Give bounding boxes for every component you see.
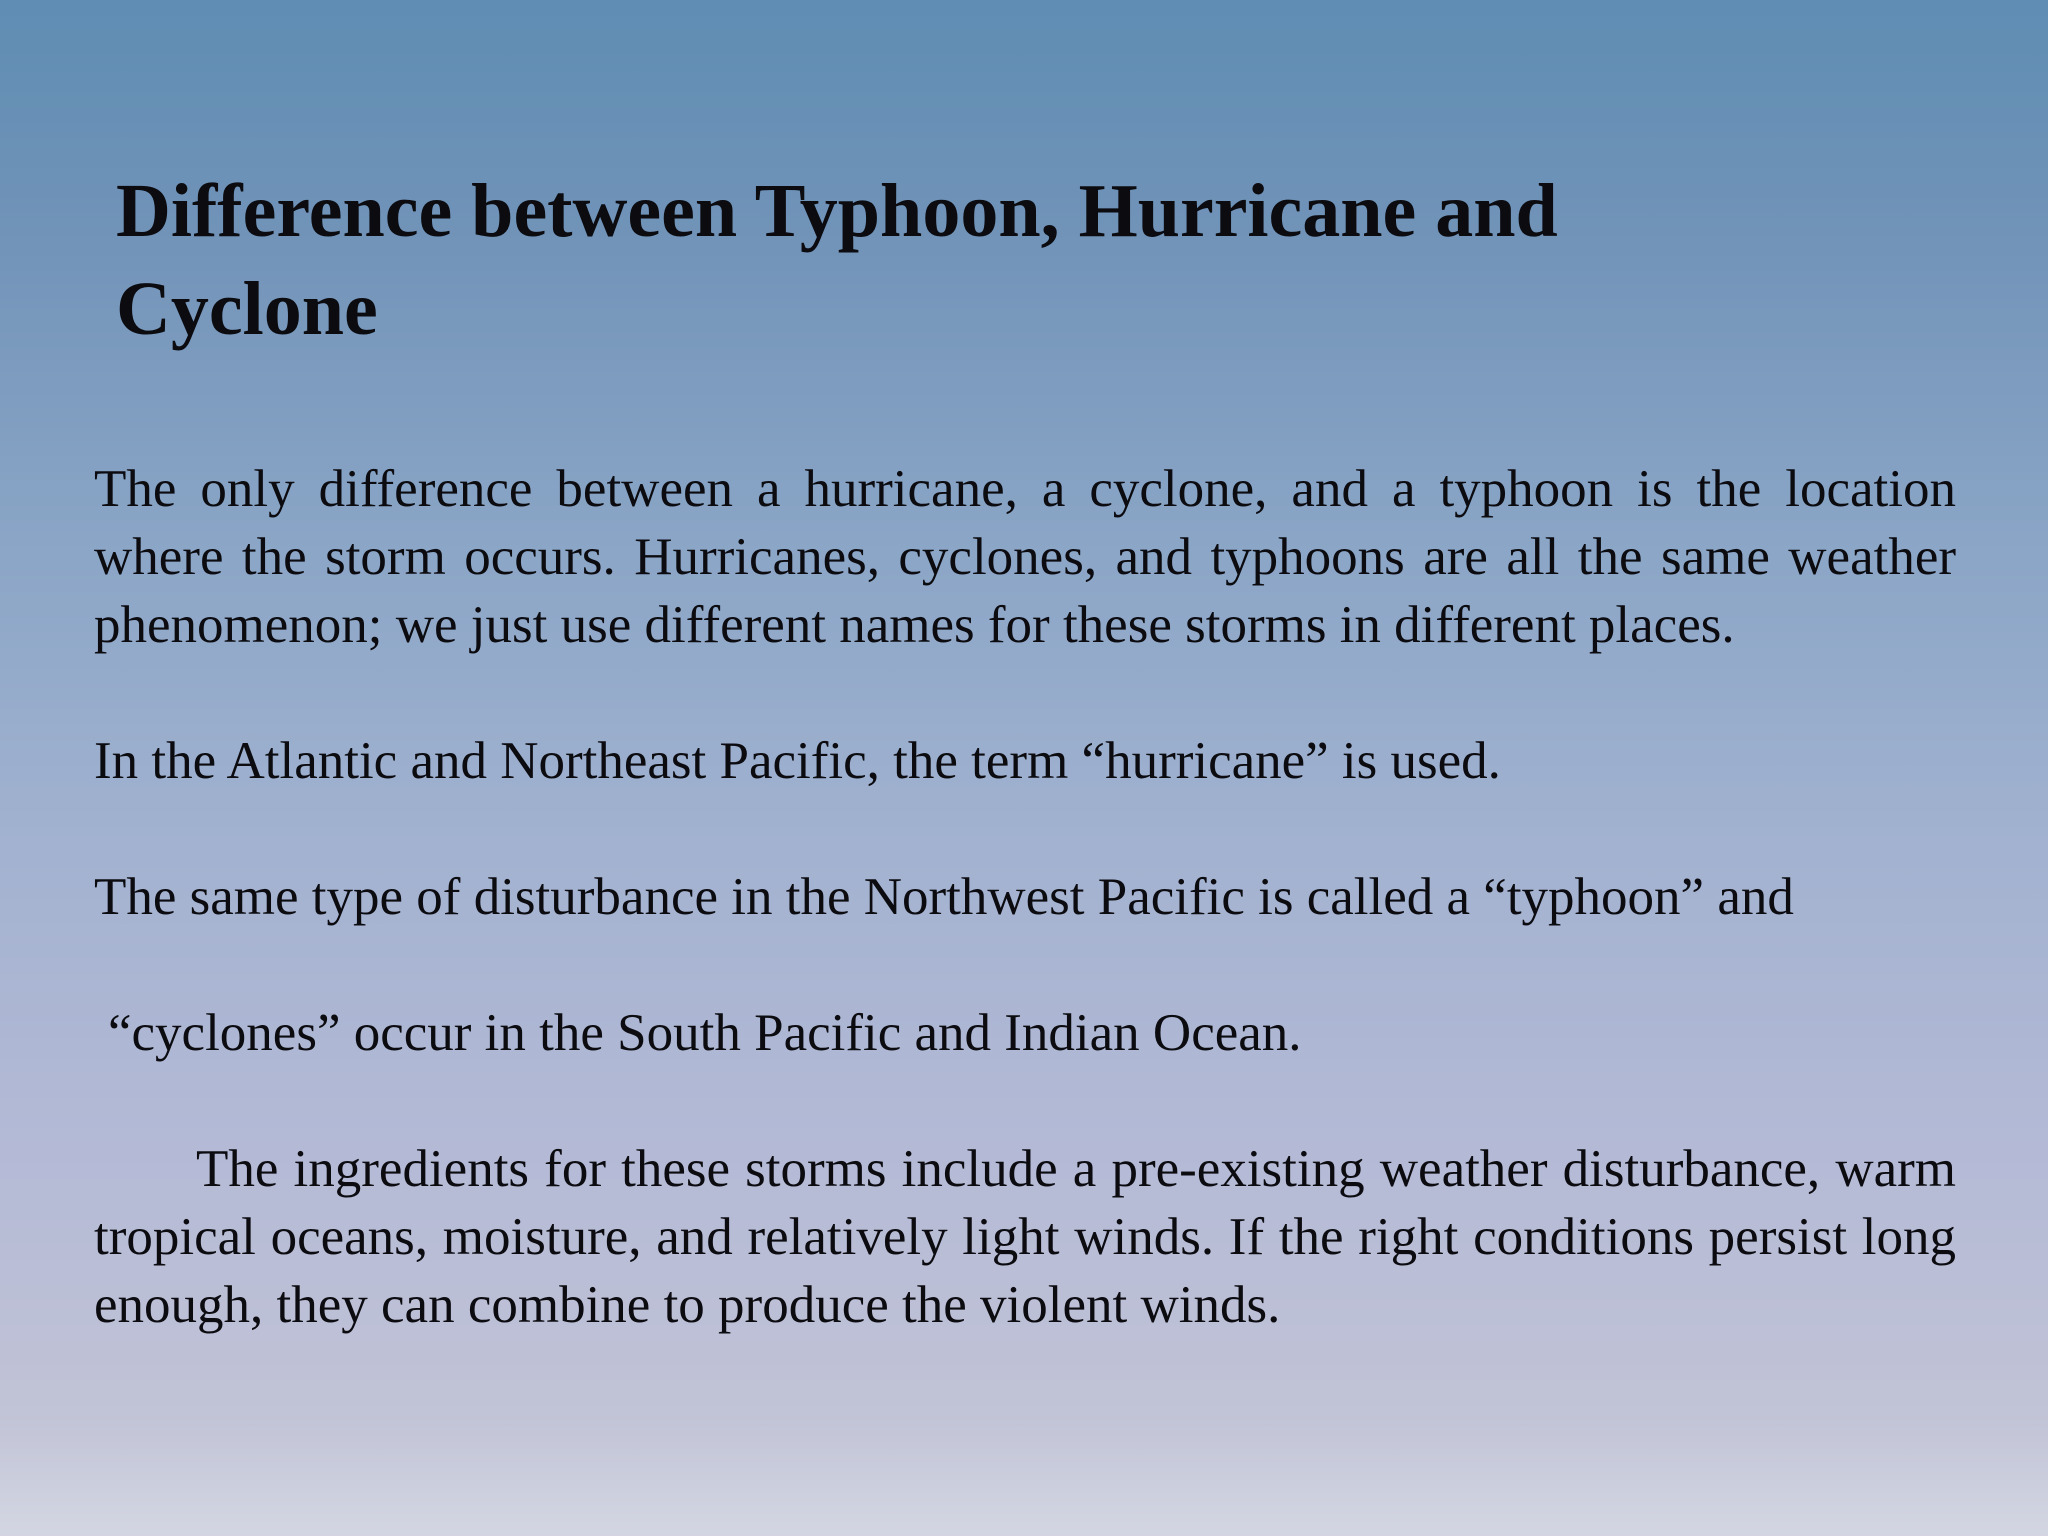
- paragraph-cyclones: “cyclones” occur in the South Pacific and Indian Ocean.: [108, 1004, 1302, 1062]
- paragraph-ingredients: The ingredients for these storms include a pre-existing weather disturbance, warm tropical oceans, moisture, and relatively light winds. If the right conditions persist long enough, they can combine to produce the violent winds.: [94, 1140, 1956, 1334]
- slide-title: Difference between Typhoon, Hurricane and Cyclone: [116, 169, 1558, 351]
- paragraph-hurricane: In the Atlantic and Northeast Pacific, the term “hurricane” is used.: [94, 732, 1501, 790]
- paragraph-location-difference: The only difference between a hurricane, a cyclone, and a typhoon is the location where the storm occurs. Hurricanes, cyclones, and typhoons are all the same weather phenomenon; we just use different names for these storms in different places.: [94, 460, 1956, 654]
- paragraph-typhoon: The same type of disturbance in the Northwest Pacific is called a “typhoon” and: [94, 868, 1794, 926]
- slide-body: [94, 455, 1956, 1339]
